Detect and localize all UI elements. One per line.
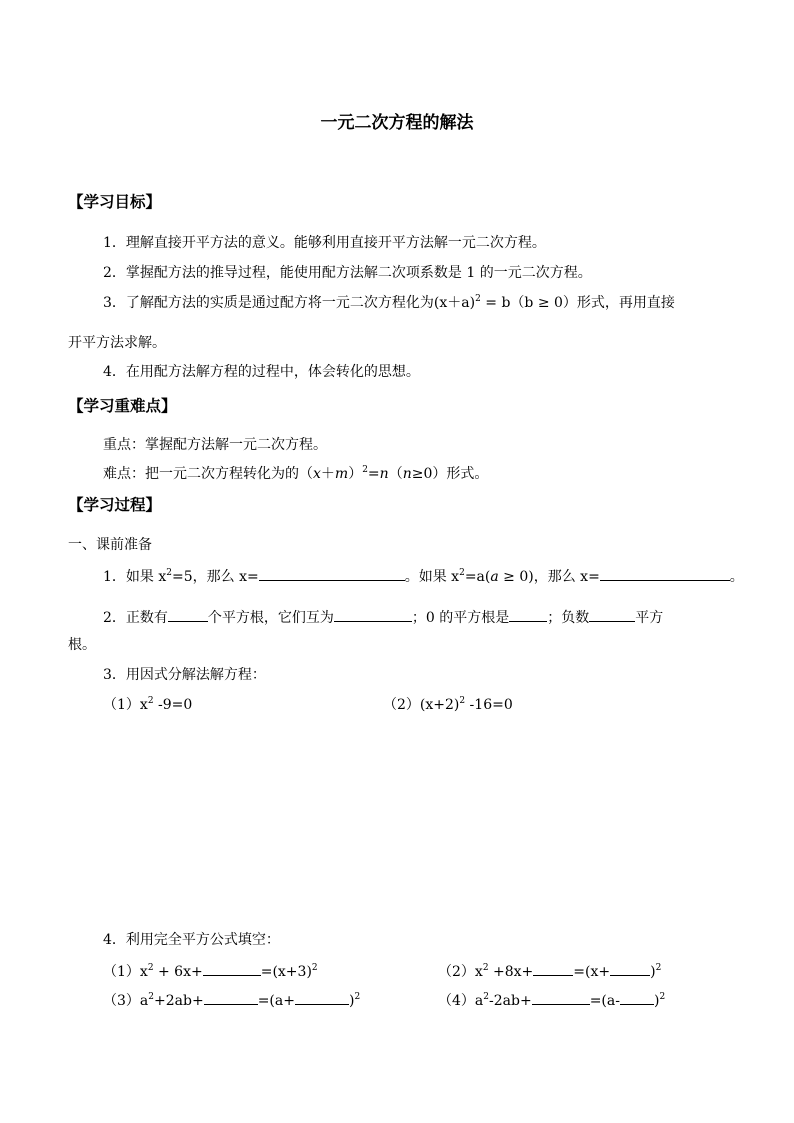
key-point: 重点：掌握配方法解一元二次方程。 bbox=[103, 437, 327, 453]
goal-item-3 bbox=[103, 294, 675, 312]
answer-blank[interactable] bbox=[620, 990, 654, 1005]
answer-blank[interactable] bbox=[533, 961, 573, 976]
goal-item-3-suffix: 形式，再用直接 bbox=[576, 295, 675, 311]
answer-blank[interactable] bbox=[295, 990, 349, 1005]
goal-item-2: 2．掌握配方法的推导过程，能使用配方法解二次项系数是 1 的一元二次方程。 bbox=[103, 265, 592, 281]
page-title: 一元二次方程的解法 bbox=[320, 113, 474, 133]
goals-heading: 【学习目标】 bbox=[68, 193, 162, 211]
goal-item-3-continuation: 开平方法求解。 bbox=[68, 335, 166, 351]
answer-blank[interactable] bbox=[203, 961, 261, 976]
answer-blank[interactable] bbox=[532, 990, 590, 1005]
question-2: 2．正数有 个平方根，它们互为 ；0 的平方根是 ；负数 平方 bbox=[103, 607, 663, 627]
answer-blank[interactable] bbox=[509, 607, 547, 622]
question-1: 1．如果 $x^2=5$，那么 x= 。如果 $x^2=a(a \ge 0)$，那么 x= 。 bbox=[103, 568, 744, 585]
question-2-continuation: 根。 bbox=[68, 637, 96, 653]
answer-blank[interactable] bbox=[610, 961, 650, 976]
question-4: 4．利用完全平方公式填空： bbox=[103, 932, 280, 948]
answer-blank[interactable] bbox=[589, 607, 635, 622]
goal-item-3-math: $(x+a)^2 = b(b \ge 0)$ bbox=[433, 294, 577, 311]
goal-item-1: 1．理解直接开平方法的意义。能够利用直接开平方法解一元二次方程。 bbox=[103, 235, 546, 251]
question-4-part-1: $(1)x^2 + 6x+ =(x+3)^2$ bbox=[103, 963, 318, 980]
difficult-point: 难点：把一元二次方程转化为的$(x+m)^2=n(n\ge 0)$形式。 bbox=[103, 465, 489, 482]
answer-blank[interactable] bbox=[334, 607, 412, 622]
question-3: 3．用因式分解法解方程： bbox=[103, 667, 266, 683]
part1-heading: 一、课前准备 bbox=[68, 537, 152, 553]
key-heading: 【学习重难点】 bbox=[68, 397, 177, 415]
question-3-part-1: $(1)x^2$ -9=0 bbox=[103, 696, 193, 713]
question-4-part-3: $(3)a^2+2ab+ =(a+ )^2$ bbox=[103, 992, 361, 1009]
answer-blank[interactable] bbox=[168, 607, 208, 622]
goal-item-4: 4．在用配方法解方程的过程中，体会转化的思想。 bbox=[103, 364, 420, 380]
question-3-part-2: $(2)(x+2)^2$ -16=0 bbox=[383, 696, 513, 713]
answer-blank[interactable] bbox=[600, 566, 730, 581]
question-4-part-2: $(2)x^2 +8x+ =(x+ )^2$ bbox=[438, 963, 662, 980]
question-4-part-4: $(4)a^2-2ab+ =(a-$ )$^2$ bbox=[438, 992, 666, 1009]
goal-item-3-prefix: 3．了解配方法的实质是通过配方将一元二次方程化为 bbox=[103, 295, 434, 311]
answer-blank[interactable] bbox=[204, 990, 258, 1005]
process-heading: 【学习过程】 bbox=[68, 496, 162, 514]
answer-blank[interactable] bbox=[259, 566, 405, 581]
